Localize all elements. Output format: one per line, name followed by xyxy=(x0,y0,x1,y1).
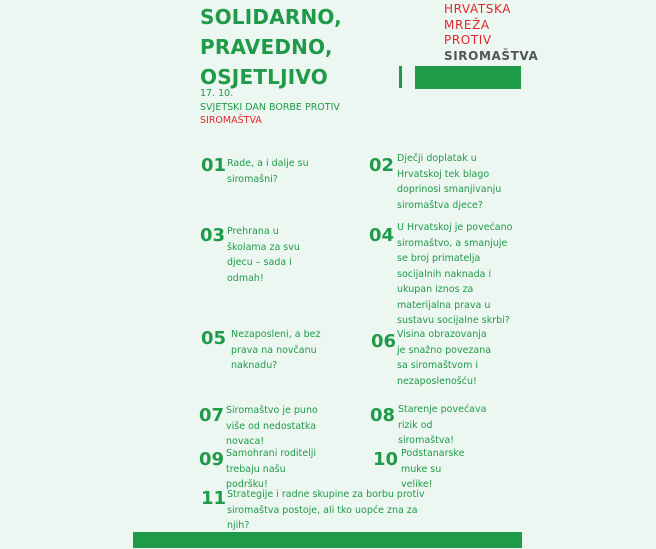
item-text-01: Rade, a i dalje su siromašni? xyxy=(227,158,309,185)
item-text-06: Visina obrazovanja je snažno povezana sa siromaštvom i nezaposlenošću! xyxy=(397,329,492,387)
brand-line-3: PROTIV xyxy=(444,33,492,47)
item-text-02: Dječji doplatak u Hrvatskoj tek blago doprinosi smanjivanju siromaštva djece? xyxy=(397,153,502,211)
item-number-02: 02 xyxy=(369,155,395,176)
item-number-07: 07 xyxy=(199,405,225,426)
brand-logo xyxy=(444,2,538,64)
item-number-04: 04 xyxy=(369,225,395,246)
item-text-04: U Hrvatskoj je povećano siromaštvo, a smanjuje se broj primatelja socijalnih naknada i ukupan iznos za materijalna prava u sustavu socijalne skrbi? xyxy=(397,222,513,326)
item-number-10: 10 xyxy=(373,449,399,470)
event-name: SVJETSKI DAN BORBE PROTIV xyxy=(200,101,340,113)
item-number-03: 03 xyxy=(200,225,226,246)
brand-divider xyxy=(399,66,402,88)
date-block xyxy=(200,87,340,128)
footer-bar xyxy=(133,532,522,548)
item-number-08: 08 xyxy=(370,405,396,426)
title-line-2: PRAVEDNO, xyxy=(200,35,333,59)
item-text-11: Strategije i radne skupine za borbu protiv siromaštva postoje, ali tko uopće zna za njih? xyxy=(227,489,425,531)
item-text-03: Prehrana u školama za svu djecu – sada i odmah! xyxy=(227,226,300,284)
item-number-05: 05 xyxy=(201,328,227,349)
brand-line-1: HRVATSKA xyxy=(444,2,512,16)
item-text-09: Samohrani roditelji trebaju našu podršku! xyxy=(226,448,317,490)
item-text-07: Siromaštvo je puno više od nedostatka novaca! xyxy=(226,405,318,447)
item-number-11: 11 xyxy=(201,488,227,509)
title-line-3: OSJETLJIVO xyxy=(200,65,328,89)
event-highlight: SIROMAŠTVA xyxy=(200,115,262,126)
event-date: 17. 10. xyxy=(200,88,234,99)
brand-line-4: SIROMAŠTVA xyxy=(444,48,539,63)
brand-line-2: MREŽA xyxy=(444,17,490,32)
brand-bar xyxy=(415,66,521,89)
item-number-06: 06 xyxy=(371,331,397,352)
title-line-1: SOLIDARNO, xyxy=(200,5,342,29)
item-number-09: 09 xyxy=(199,449,225,470)
page-title xyxy=(200,2,342,92)
item-text-05: Nezaposleni, a bez prava na novčanu naknadu? xyxy=(231,329,321,371)
item-text-10: Podstanarske muke su velike! xyxy=(401,448,465,490)
item-number-01: 01 xyxy=(201,155,227,176)
item-text-08: Starenje povećava rizik od siromaštva! xyxy=(398,404,487,446)
